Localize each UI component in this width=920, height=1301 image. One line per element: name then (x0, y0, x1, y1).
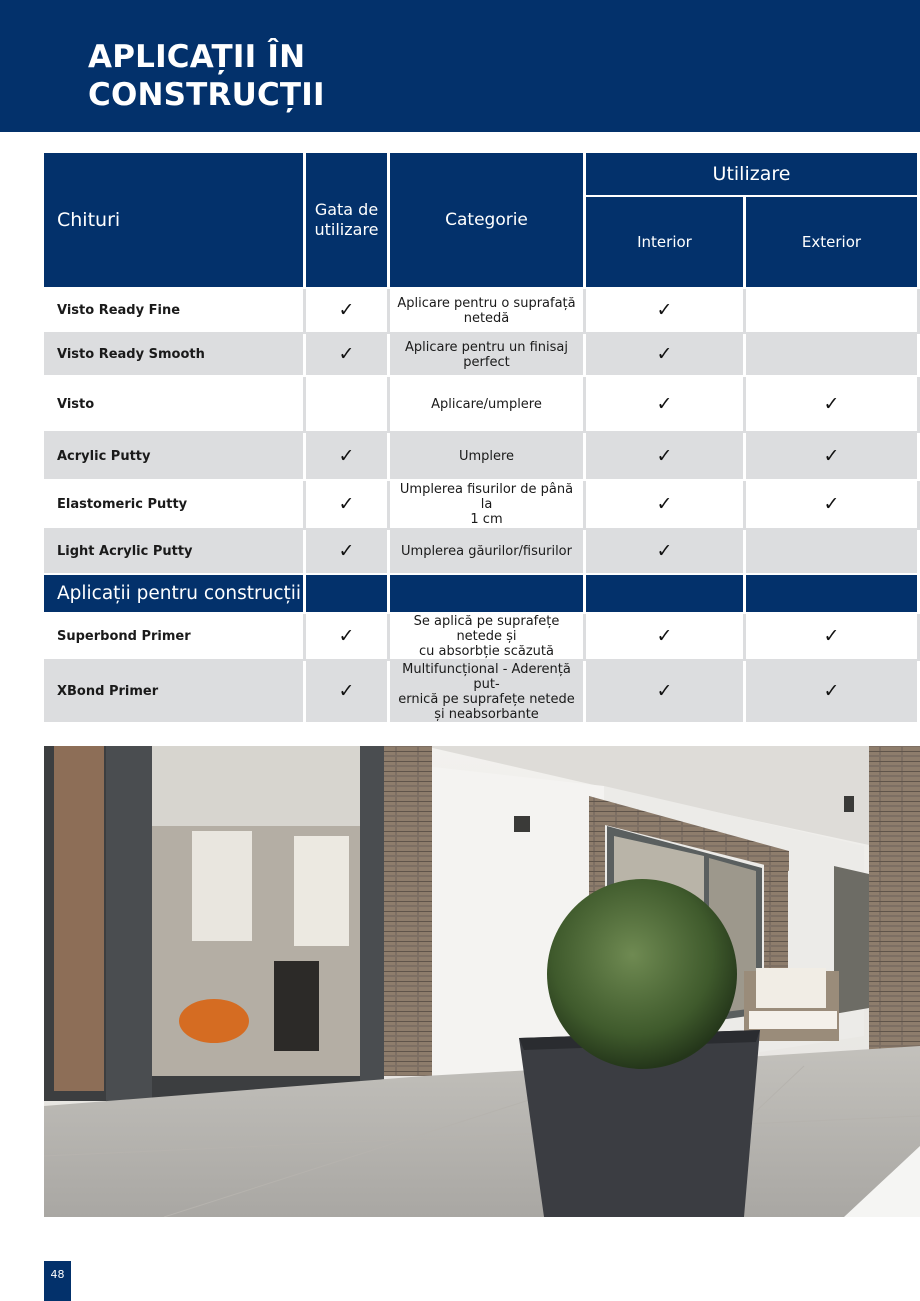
product-name: Visto Ready Fine (44, 289, 306, 334)
checkmark-icon: ✓ (338, 299, 355, 321)
category-line: netedă (463, 310, 510, 326)
checkmark-icon: ✓ (338, 680, 355, 702)
category-line: cu absorbție scăzută (419, 644, 554, 659)
header-exterior: Exterior (746, 197, 920, 289)
checkmark-icon: ✓ (656, 343, 673, 365)
category-line: Aplicare pentru un finisaj (405, 339, 568, 355)
checkmark-icon: ✓ (338, 343, 355, 365)
ready-cell (306, 481, 390, 530)
category-cell (390, 661, 586, 724)
category-line: Se aplică pe suprafețe netede și (413, 614, 560, 644)
table-row (44, 289, 920, 334)
exterior-cell (746, 289, 920, 334)
checkmark-icon: ✓ (656, 540, 673, 562)
section-spacer (586, 575, 746, 614)
category-cell (390, 530, 586, 575)
table-row (44, 377, 920, 433)
product-name: XBond Primer (44, 661, 306, 724)
table-row (44, 334, 920, 377)
ready-cell (306, 433, 390, 481)
category-line: și neabsorbante (434, 706, 539, 722)
checkmark-icon: ✓ (823, 680, 840, 702)
interior-cell (586, 530, 746, 575)
checkmark-icon: ✓ (656, 444, 673, 467)
category-line: Umplerea fisurilor de până la (399, 482, 574, 512)
header-categorie: Categorie (390, 153, 586, 289)
section-spacer (390, 575, 586, 614)
checkmark-icon: ✓ (338, 493, 355, 515)
product-name: Superbond Primer (44, 614, 306, 661)
section-label: Aplicații pentru construcții (44, 575, 306, 614)
checkmark-icon: ✓ (823, 444, 840, 467)
terrace-photo (44, 746, 920, 1217)
table-row (44, 614, 920, 661)
interior-cell (586, 614, 746, 661)
exterior-cell (746, 377, 920, 433)
header-gata-de-utilizare: Gata de utilizare (306, 153, 390, 289)
exterior-cell (746, 433, 920, 481)
ready-cell (306, 661, 390, 724)
header-chituri: Chituri (44, 153, 306, 289)
checkmark-icon: ✓ (656, 392, 673, 415)
product-name: Visto (44, 377, 306, 433)
checkmark-icon: ✓ (338, 444, 355, 467)
product-name: Light Acrylic Putty (44, 530, 306, 575)
category-line: Umplere (458, 448, 515, 464)
products-table (44, 153, 920, 724)
table-row (44, 481, 920, 530)
checkmark-icon: ✓ (823, 625, 840, 647)
category-cell (390, 481, 586, 530)
ready-cell (306, 334, 390, 377)
exterior-cell (746, 530, 920, 575)
interior-cell (586, 661, 746, 724)
interior-cell (586, 377, 746, 433)
interior-cell (586, 433, 746, 481)
page-number: 48 (44, 1261, 71, 1301)
category-cell (390, 289, 586, 334)
exterior-cell (746, 334, 920, 377)
exterior-cell (746, 481, 920, 530)
product-name: Elastomeric Putty (44, 481, 306, 530)
table-row (44, 433, 920, 481)
ready-cell (306, 377, 390, 433)
category-line: Umplerea găurilor/fisurilor (401, 544, 572, 559)
section-spacer (746, 575, 920, 614)
terrace-photo-illustration (44, 746, 920, 1217)
checkmark-icon: ✓ (656, 625, 673, 647)
checkmark-icon: ✓ (338, 540, 355, 562)
ready-cell (306, 614, 390, 661)
section-spacer (306, 575, 390, 614)
product-name: Acrylic Putty (44, 433, 306, 481)
product-name: Visto Ready Smooth (44, 334, 306, 377)
interior-cell (586, 334, 746, 377)
checkmark-icon: ✓ (656, 493, 673, 515)
category-line: perfect (463, 354, 510, 370)
page-title-line-1: APLICAȚII ÎN (88, 39, 306, 75)
category-cell (390, 334, 586, 377)
table-row (44, 530, 920, 575)
header-interior: Interior (586, 197, 746, 289)
exterior-cell (746, 614, 920, 661)
category-line: Aplicare/umplere (431, 396, 542, 412)
page-title (88, 38, 488, 114)
category-cell (390, 614, 586, 661)
ready-cell (306, 289, 390, 334)
table-row (44, 661, 920, 724)
page-title-line-2: CONSTRUCȚII (88, 77, 325, 113)
category-line: ernică pe suprafețe netede (398, 691, 575, 707)
checkmark-icon: ✓ (338, 625, 355, 647)
interior-cell (586, 289, 746, 334)
interior-cell (586, 481, 746, 530)
checkmark-icon: ✓ (656, 680, 673, 702)
category-line: Aplicare pentru o suprafață (397, 295, 576, 311)
category-line: Multifuncțional - Aderență put- (402, 661, 571, 692)
header-utilizare: Utilizare (586, 153, 920, 197)
checkmark-icon: ✓ (823, 392, 840, 415)
ready-cell (306, 530, 390, 575)
checkmark-icon: ✓ (823, 493, 840, 515)
checkmark-icon: ✓ (656, 299, 673, 321)
category-cell (390, 433, 586, 481)
exterior-cell (746, 661, 920, 724)
category-cell (390, 377, 586, 433)
category-line: 1 cm (470, 512, 503, 527)
